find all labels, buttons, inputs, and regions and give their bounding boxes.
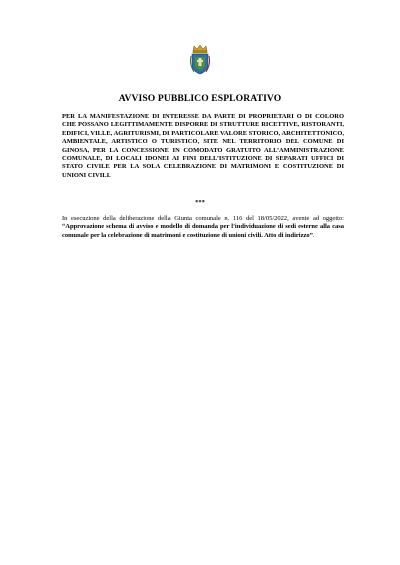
municipal-coat-of-arms-icon xyxy=(189,44,211,76)
section-separator: *** xyxy=(195,199,205,206)
body-paragraph xyxy=(62,215,344,240)
document-title: AVVISO PUBBLICO ESPLORATIVO xyxy=(118,93,282,104)
document-subject: PER LA MANIFESTAZIONE DI INTERESSE DA PARTE DI PROPRIETARI O DI COLORO CHE POSSANO LEGITTIMAMENTE DISPORRE DI STRUTTURE RICETTIVE, RISTORANTI, EDIFICI, VILLE, AGRITURISMI, DI PARTICOLARE VALORE STORICO, ARCHITETTONICO, AMBIENTALE, ARTISTICO O TURISTICO, SITE NEL TERRITORIO DEL COMUNE DI GINOSA, PER LA CONCESSIONE IN COMODATO GRATUITO ALL’AMMINISTRAZIONE COMUNALE, DI LOCALI IDONEI AI FINI DELL’ISTITUZIONE DI SEPARATI UFFICI DI STATO CIVILE PER LA SOLA CELEBRAZIONE DI MATRIMONI E COSTITUZIONE DI UNIONI CIVILI. xyxy=(62,113,344,179)
resolution-subject: “Approvazione schema di avviso e modello di domanda per l'individuazione di sedi esterne alla casa comunale per la celebrazione di matrimoni e costituzione di unioni civili. Atto di indirizzo” xyxy=(62,223,344,239)
body-intro: In esecuzione della deliberazione della Giunta comunale n. 116 del 18/05/2022, avente ad oggetto: xyxy=(62,215,344,222)
body-end: . xyxy=(312,231,315,239)
